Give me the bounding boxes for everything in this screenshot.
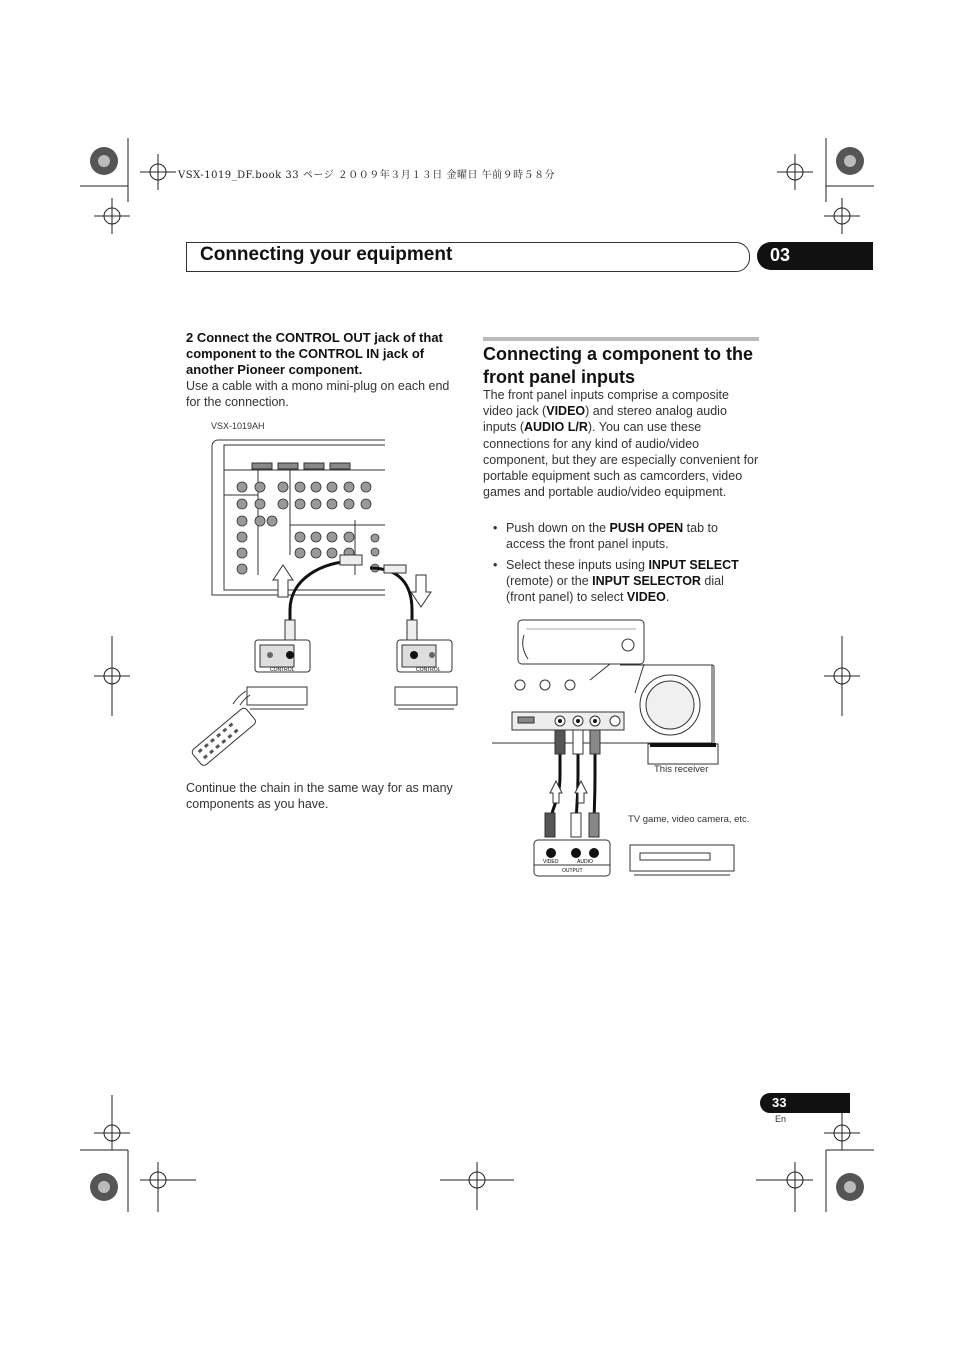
page-number: 33	[772, 1095, 787, 1110]
front-panel-diagram	[490, 615, 735, 880]
bullet-input-select: • Select these inputs using INPUT SELECT (remote) or the INPUT SELECTOR dial (front panel) to select VIDEO.	[493, 558, 739, 604]
mini-plug-cables	[290, 561, 412, 645]
source-device-label: TV game, video camera, etc.	[628, 814, 750, 825]
component-b-box	[395, 687, 457, 705]
this-receiver-label: This receiver	[654, 764, 709, 775]
bullet-push-open: • Push down on the PUSH OPEN tab to access the front panel inputs.	[493, 521, 718, 551]
control-jack-label-a: CONTROL	[270, 667, 295, 673]
continue-text: Continue the chain in the same way for as many components as you have.	[186, 781, 453, 811]
remote-control-icon	[191, 707, 257, 767]
page-title: Connecting your equipment	[200, 244, 453, 265]
output-video-label: VIDEO	[543, 859, 559, 865]
control-jack-label-b: CONTROL	[416, 667, 441, 673]
step-body: Use a cable with a mono mini-plug on each end for the connection.	[186, 379, 450, 409]
step-heading: 2 Connect the CONTROL OUT jack of that component to the CONTROL IN jack of another Pioneer component.	[186, 330, 443, 377]
down-arrow-icon	[411, 575, 431, 607]
up-arrow-icon	[273, 565, 293, 597]
output-audio-label: AUDIO	[577, 859, 593, 865]
chapter-number: 03	[770, 245, 791, 265]
component-a-box	[247, 687, 307, 705]
output-label: OUTPUT	[562, 868, 583, 874]
section-title: Connecting a component to the front panel inputs	[483, 344, 753, 387]
control-chain-diagram	[180, 435, 465, 775]
section-rule	[483, 337, 759, 341]
push-open-tab-icon	[622, 639, 634, 651]
receiver-model-label: VSX-1019AH	[211, 421, 265, 431]
print-header: VSX-1019_DF.book 33 ページ ２００９年３月１３日 金曜日 午前９時５８分	[178, 170, 556, 181]
page-language: En	[775, 1114, 787, 1124]
section-intro: The front panel inputs comprise a composite video jack (VIDEO) and stereo analog audio inputs (AUDIO L/R). You can use these connections for any kind of audio/video component, but they are especially convenient for portable equipment such as camcorders, video games and portable audio/video equipment.	[483, 388, 759, 500]
